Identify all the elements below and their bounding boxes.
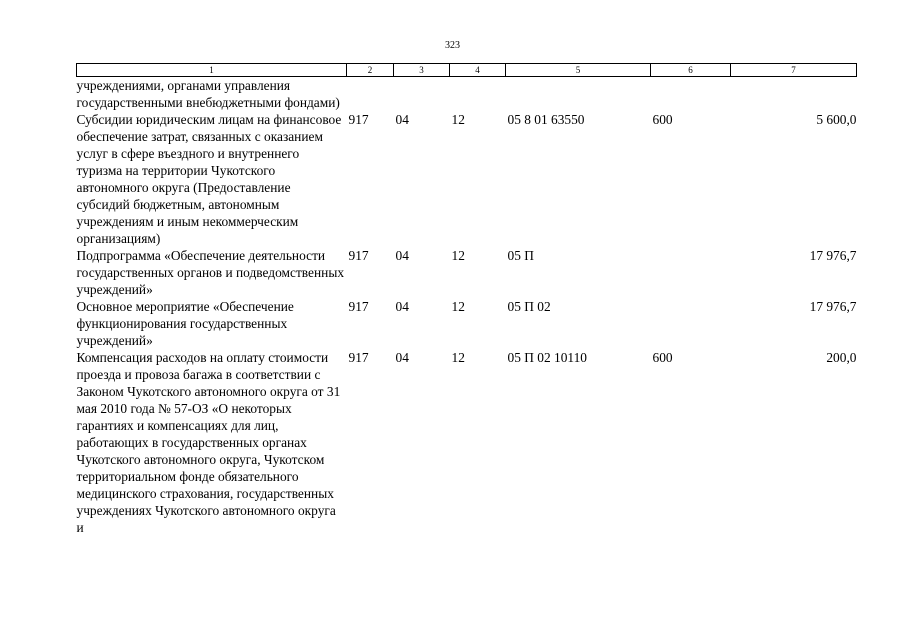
table-row [77,349,857,536]
header-col-1: 1 [77,64,347,77]
row-amount: 5 600,0 [816,112,857,127]
budget-table [76,63,857,536]
row-name: Компенсация расходов на оплату стоимости проезда и провоза багажа в соответствии с Законом Чукотского автономного округа от 31 мая 2010 года № 57-ОЗ «О некоторых гарантиях и компенсациях для лиц, работающих в государственных органах Чукотского автономного округа, Чукотском территориальном фонде обязательного медицинского страхования, государственных учреждениях Чукотского автономного округа и [76,350,341,535]
row-subsection: 12 [451,299,465,314]
row-expense-type [651,77,731,112]
row-grbs: 917 [348,248,369,263]
row-section: 04 [395,350,409,365]
page-number: 323 [445,40,460,51]
row-target-article: 05 8 01 63550 [507,112,585,127]
row-grbs: 917 [348,350,369,365]
row-expense-type: 600 [652,112,673,127]
row-section: 04 [395,248,409,263]
header-col-4: 4 [450,64,506,77]
row-grbs: 917 [348,299,369,314]
row-subsection: 12 [451,248,465,263]
table-row [77,77,857,112]
row-amount [731,77,857,112]
row-grbs: 917 [348,112,369,127]
row-amount: 17 976,7 [809,299,857,314]
header-col-7: 7 [731,64,857,77]
header-col-2: 2 [347,64,394,77]
table-row [77,247,857,298]
table-row [77,111,857,247]
row-expense-type [651,247,731,298]
row-amount: 200,0 [826,350,857,365]
row-target-article: 05 П 02 10110 [507,350,587,365]
row-name: Основное мероприятие «Обеспечение функционирования государственных учреждений» [76,299,294,348]
row-amount: 17 976,7 [809,248,857,263]
header-col-5: 5 [506,64,651,77]
row-section: 04 [395,112,409,127]
row-name: Субсидии юридическим лицам на финансовое обеспечение затрат, связанных с оказанием услуг в сфере въездного и внутреннего туризма на территории Чукотского автономного округа (Предоставление субсидий бюджетным, автономным учреждениям и иным некоммерческим организациям) [76,112,342,246]
row-subsection [450,77,506,112]
row-section: 04 [395,299,409,314]
table-header-row [77,64,857,77]
header-col-6: 6 [651,64,731,77]
row-grbs [347,77,394,112]
row-expense-type: 600 [652,350,673,365]
row-target-article: 05 П [507,248,534,263]
row-target-article: 05 П 02 [507,299,551,314]
header-col-3: 3 [394,64,450,77]
row-name: Подпрограмма «Обеспечение деятельности государственных органов и подведомственных учреждений» [76,248,345,297]
row-expense-type [651,298,731,349]
table-row [77,298,857,349]
row-name: учреждениями, органами управления государственными внебюджетными фондами) [76,78,340,110]
row-subsection: 12 [451,350,465,365]
row-section [394,77,450,112]
row-target-article [506,77,651,112]
row-subsection: 12 [451,112,465,127]
